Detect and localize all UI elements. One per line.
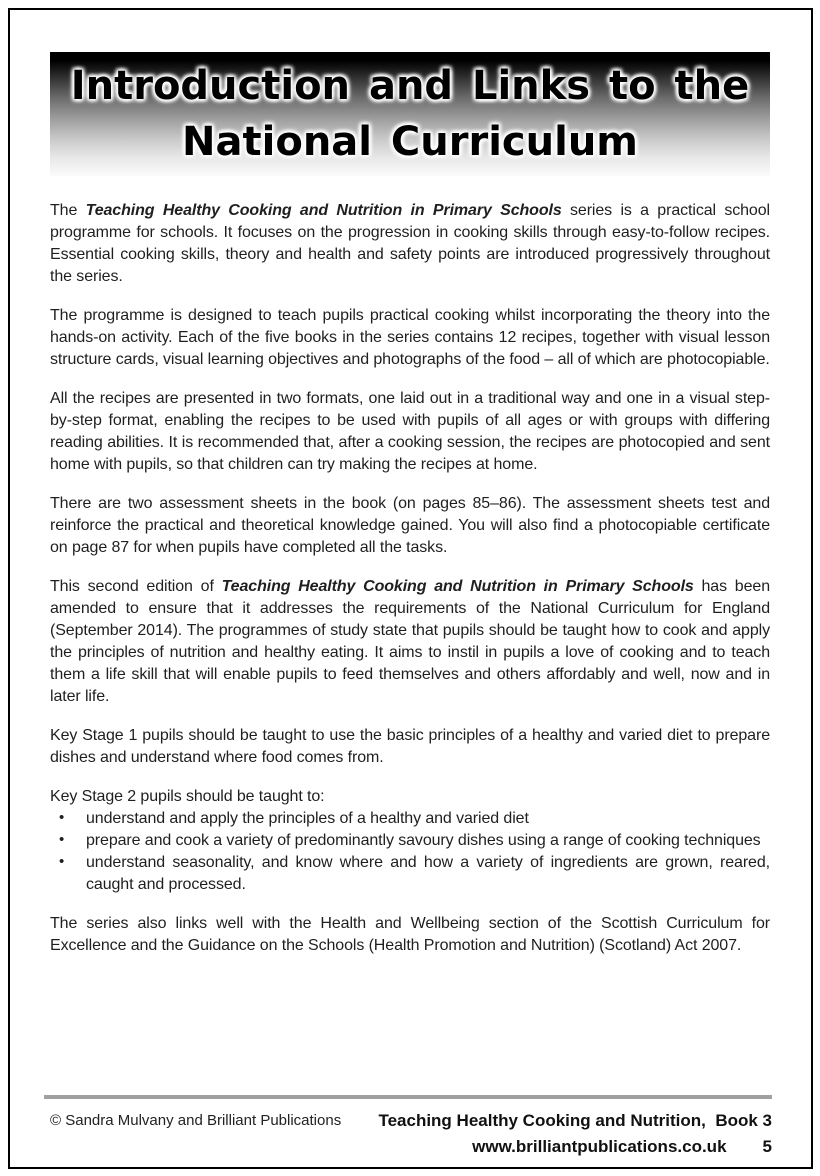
para-second-edition-pre: This second edition of	[50, 578, 222, 595]
footer-book-title: Teaching Healthy Cooking and Nutrition, Book 3	[378, 1111, 772, 1130]
list-item	[50, 830, 770, 852]
para-assessment-sheets: There are two assessment sheets in the book (on pages 85–86). The assessment sheets test and reinforce the practical and theoretical knowledge gained. You will also find a photocopiable certificate on page 87 for when pupils have completed all the tasks.	[50, 495, 770, 556]
para-second-edition-post: has been amended to ensure that it addresses the requirements of the National Curriculum for England (September 2014). The programmes of study state that pupils should be taught how to cook and apply the principles of nutrition and healthy eating. It aims to instil in pupils a love of cooking and to teach them a life skill that will enable pupils to feed themselves and others affordably and well, now and in later life.	[50, 578, 770, 705]
key-stage-2-list	[50, 808, 770, 896]
bullet-icon: •	[59, 831, 65, 848]
bullet-icon: •	[59, 809, 65, 826]
title-banner	[50, 52, 770, 176]
copyright-text: © Sandra Mulvany and Brilliant Publications	[50, 1112, 342, 1129]
para-second-edition	[50, 576, 770, 708]
para-series-overview-post: series is a practical school programme for schools. It focuses on the progression in cooking skills through easy-to-follow recipes. Essential cooking skills, theory and health and safety points are introduced progressively throughout the series.	[50, 202, 770, 285]
para-programme-design: The programme is designed to teach pupils practical cooking whilst incorporating the theory into the hands-on activity. Each of the five books in the series contains 12 recipes, together with visual lesson structure cards, visual learning objectives and photographs of the food – all of which are photocopiable.	[50, 307, 770, 368]
list-item-text: prepare and cook a variety of predominantly savoury dishes using a range of cooking techniques	[86, 832, 761, 849]
para-key-stage-1: Key Stage 1 pupils should be taught to use the basic principles of a healthy and varied diet to prepare dishes and understand where food comes from.	[50, 727, 770, 766]
list-item	[50, 852, 770, 896]
series-title: Teaching Healthy Cooking and Nutrition in Primary Schools	[221, 578, 694, 595]
footer-line2	[378, 1134, 772, 1160]
footer-publication-info	[378, 1108, 772, 1160]
list-item-text: understand and apply the principles of a healthy and varied diet	[86, 810, 529, 827]
footer-row	[44, 1108, 772, 1160]
page-title-line2: National Curriculum	[182, 119, 638, 165]
page-footer	[44, 1095, 772, 1160]
bullet-icon: •	[59, 853, 65, 870]
body-text	[50, 200, 770, 957]
page-number: 5	[762, 1137, 772, 1156]
para-series-overview	[50, 200, 770, 288]
para-key-stage-2-intro: Key Stage 2 pupils should be taught to:	[50, 788, 325, 805]
para-series-overview-pre: The	[50, 202, 86, 219]
list-item-text: understand seasonality, and know where and how a variety of ingredients are grown, reared, caught and processed.	[86, 854, 770, 893]
para-recipe-formats: All the recipes are presented in two formats, one laid out in a traditional way and one in a visual step-by-step format, enabling the recipes to be used with pupils of all ages or with groups with differing reading abilities. It is recommended that, after a cooking session, the recipes are photocopied and sent home with pupils, so that children can try making the recipes at home.	[50, 390, 770, 473]
para-scottish-curriculum: The series also links well with the Health and Wellbeing section of the Scottish Curriculum for Excellence and the Guidance on the Schools (Health Promotion and Nutrition) (Scotland) Act 2007.	[50, 915, 770, 954]
series-title: Teaching Healthy Cooking and Nutrition in Primary Schools	[85, 202, 562, 219]
page-title-line1: Introduction and Links to the	[70, 63, 750, 109]
list-item	[50, 808, 770, 830]
footer-rule	[44, 1095, 772, 1099]
footer-website: www.brilliantpublications.co.uk	[472, 1137, 727, 1156]
page-content	[50, 52, 770, 1162]
